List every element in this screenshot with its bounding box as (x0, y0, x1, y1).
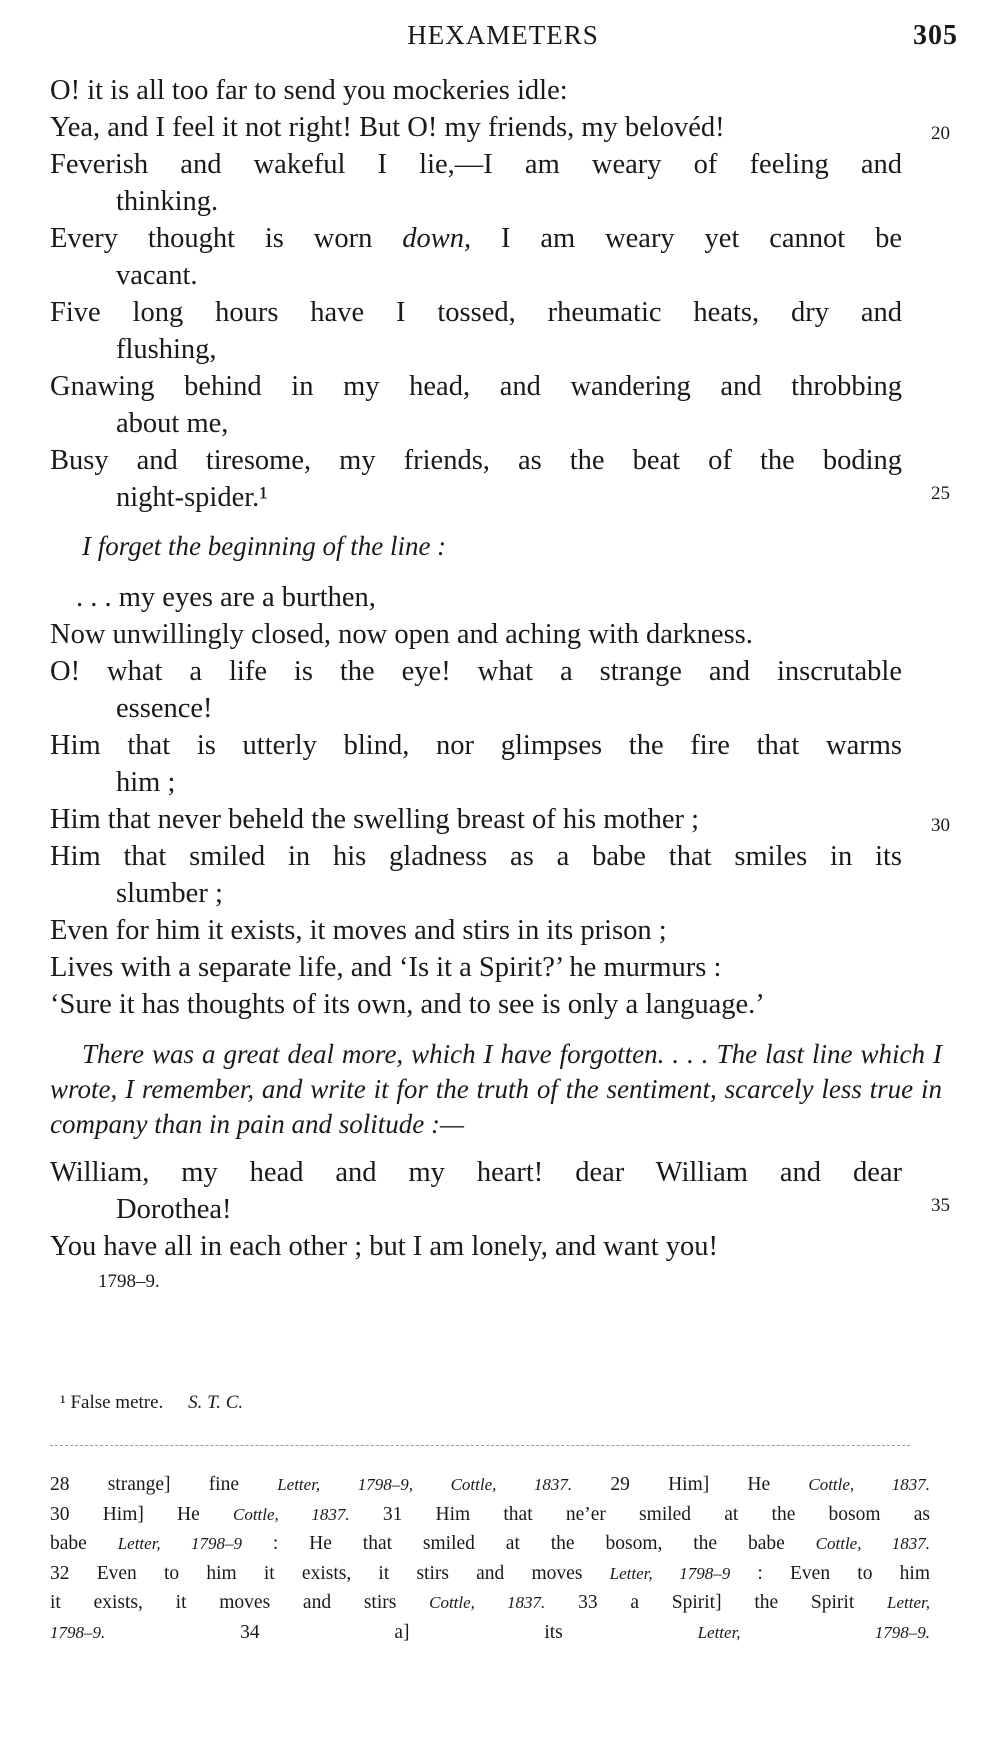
variant-source: Cottle, 1837. (429, 1593, 546, 1612)
verse-text: Gnawing behind in my head, and wandering and throbbing (50, 371, 902, 402)
verse-text: Lives with a separate life, and ‘Is it a Spirit?’ he murmurs : (50, 952, 722, 983)
line-number: 20 (931, 123, 950, 144)
footnote (60, 1392, 243, 1414)
verse-line (50, 368, 950, 442)
verse-line (50, 653, 950, 727)
variant-source: Letter, 1798–9 (117, 1534, 242, 1553)
footnote-attribution: S. T. C. (188, 1392, 244, 1413)
verse-text: Him that never beheld the swelling breast of his mother ; (50, 804, 700, 835)
footnote-divider (50, 1445, 910, 1446)
verse-text: William, my head and my heart! dear William and dear (50, 1157, 902, 1188)
textual-variants (50, 1470, 930, 1647)
verse-continuation: slumber ; (116, 878, 223, 909)
variant-row (50, 1529, 930, 1559)
variant-source: Letter, 1798–9 (609, 1563, 731, 1583)
verse-line (50, 949, 950, 986)
variant-row (50, 1618, 930, 1648)
verse-line (50, 109, 950, 146)
verse-text: ‘Sure it has thoughts of its own, and to see is only a language.’ (50, 989, 765, 1020)
verse-text: O! it is all too far to send you mockeries idle: (50, 75, 568, 106)
variant-text: 32 Even to him it exists, it stirs and moves Letter, 1798–9 : Even to him (50, 1562, 930, 1584)
footnote-marker: ¹ (60, 1392, 66, 1413)
running-header (48, 14, 958, 54)
page-number: 305 (913, 20, 958, 51)
verse-line (50, 294, 950, 368)
verse-continuation: Dorothea! (116, 1194, 232, 1225)
verse-text: Yea, and I feel it not right! But O! my friends, my belovéd! (50, 112, 725, 143)
line-number: 25 (931, 483, 950, 504)
variant-row (50, 1470, 930, 1500)
poem-date: 1798–9. (98, 1271, 160, 1292)
verse-line (50, 1228, 950, 1265)
verse-continuation: him ; (116, 767, 176, 798)
verse-line (50, 616, 950, 653)
verse-text: You have all in each other ; but I am lonely, and want you! (50, 1231, 719, 1262)
emphasis: down, (402, 223, 472, 254)
variant-text: 30 Him] He Cottle, 1837. 31 Him that ne’er smiled at the bosom as (50, 1503, 930, 1525)
verse-line (50, 727, 950, 801)
verse-line (50, 442, 950, 516)
variant-source: Cottle, 1837. (233, 1504, 350, 1524)
verse-line (50, 801, 950, 838)
verse-text: Busy and tiresome, my friends, as the beat of the boding (50, 445, 902, 476)
variant-row (50, 1559, 930, 1589)
variant-text: 1798–9. 34 a] its Letter, 1798–9. (50, 1621, 930, 1643)
verse-text: Him that smiled in his gladness as a babe that smiles in its (50, 841, 902, 872)
verse-continuation: night-spider.¹ (116, 482, 268, 513)
variant-source: Cottle, 1837. (808, 1475, 930, 1494)
verse-text: O! what a life is the eye! what a strange and inscrutable (50, 656, 902, 687)
verse-line (50, 986, 950, 1023)
variant-source: Letter, 1798–9. (697, 1622, 930, 1642)
verse-text: Five long hours have I tossed, rheumatic heats, dry and (50, 297, 902, 328)
page-title: HEXAMETERS (407, 20, 599, 50)
variant-row (50, 1500, 930, 1530)
variant-source: 1798–9. (50, 1622, 106, 1642)
verse-line (50, 72, 950, 109)
verse-continuation: flushing, (116, 334, 217, 365)
line-number: 30 (931, 815, 950, 836)
variant-row (50, 1588, 930, 1618)
verse-line (50, 579, 950, 616)
verse-line: Every thought is worn down, I am weary yet cannot be vacant. (50, 220, 950, 294)
verse-line (50, 838, 950, 912)
poem-body (50, 72, 950, 1299)
verse-continuation: vacant. (116, 260, 198, 291)
variant-source: Cottle, 1837. (815, 1534, 930, 1553)
editor-note: I forget the beginning of the line : (82, 531, 447, 561)
verse-line (50, 1154, 950, 1228)
verse-line (50, 146, 950, 220)
variant-source: Letter, (887, 1593, 931, 1612)
variant-source: Letter, 1798–9, Cottle, 1837. (277, 1475, 573, 1494)
variant-text: babe Letter, 1798–9 : He that smiled at the bosom, the babe Cottle, 1837. (50, 1533, 930, 1554)
prose-note: There was a great deal more, which I have forgotten. . . . The last line which I wrote, I remember, and write it for the truth of the sentiment, scarcely less true in company than in pain and solitude :— (50, 1039, 942, 1139)
verse-text: Even for him it exists, it moves and stirs in its prison ; (50, 915, 667, 946)
verse-continuation: essence! (116, 693, 213, 724)
verse-text: Now unwillingly closed, now open and aching with darkness. (50, 619, 753, 650)
verse-text: Feverish and wakeful I lie,—I am weary of feeling and (50, 149, 902, 180)
variant-text: 28 strange] fine Letter, 1798–9, Cottle, 1837. 29 Him] He Cottle, 1837. (50, 1474, 930, 1495)
verse-line (50, 912, 950, 949)
verse-continuation: about me, (116, 408, 229, 439)
footnote-text: False metre. (70, 1392, 164, 1413)
verse-continuation: thinking. (116, 186, 219, 217)
verse-text: Him that is utterly blind, nor glimpses the fire that warms (50, 730, 902, 761)
verse-text: . . . my eyes are a burthen, (76, 582, 376, 613)
variant-text: it exists, it moves and stirs Cottle, 1837. 33 a Spirit] the Spirit Letter, (50, 1592, 931, 1613)
line-number: 35 (931, 1195, 950, 1216)
